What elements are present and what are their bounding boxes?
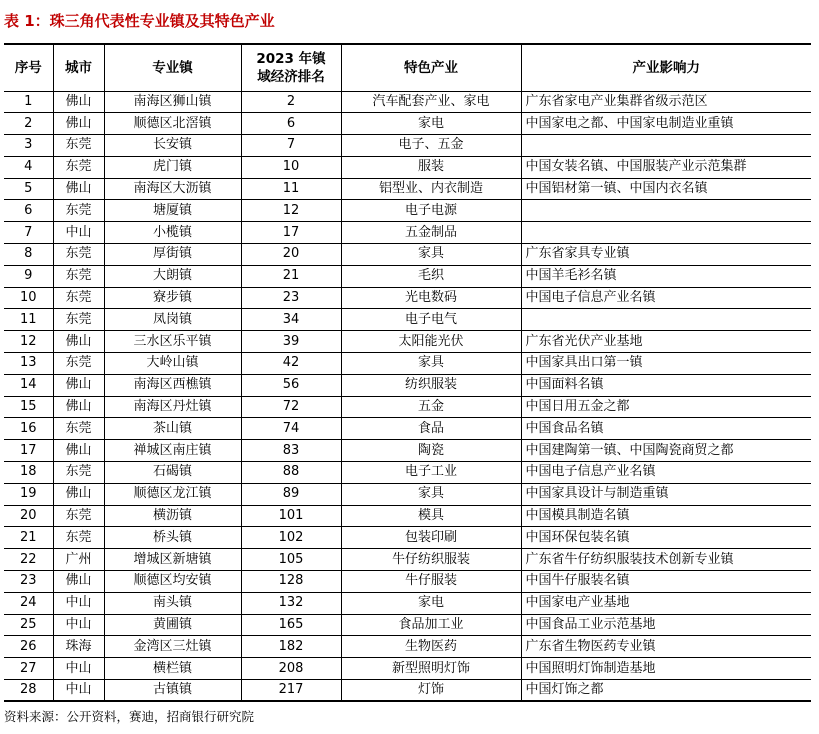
- cell-town: 南海区西樵镇: [104, 374, 241, 396]
- cell-rank: 105: [241, 549, 341, 571]
- table-header-row: [4, 44, 811, 91]
- cell-industry: 陶瓷: [341, 440, 521, 462]
- cell-index: 16: [4, 418, 53, 440]
- cell-industry: 汽车配套产业、家电: [341, 91, 521, 113]
- cell-impact: 中国食品工业示范基地: [521, 614, 811, 636]
- cell-town: 虎门镇: [104, 156, 241, 178]
- cell-industry: 电子电气: [341, 309, 521, 331]
- cell-rank: 72: [241, 396, 341, 418]
- cell-impact: 中国家具出口第一镇: [521, 353, 811, 375]
- cell-industry: 生物医药: [341, 636, 521, 658]
- cell-town: 厚街镇: [104, 244, 241, 266]
- cell-rank: 182: [241, 636, 341, 658]
- cell-town: 古镇镇: [104, 680, 241, 702]
- cell-impact: 中国建陶第一镇、中国陶瓷商贸之都: [521, 440, 811, 462]
- cell-town: 大岭山镇: [104, 353, 241, 375]
- cell-industry: 家具: [341, 244, 521, 266]
- cell-impact: 广东省光伏产业基地: [521, 331, 811, 353]
- cell-impact: 中国日用五金之都: [521, 396, 811, 418]
- cell-impact: 中国电子信息产业名镇: [521, 462, 811, 484]
- table-row: [4, 549, 811, 571]
- cell-impact: 中国铝材第一镇、中国内衣名镇: [521, 178, 811, 200]
- cell-impact: 广东省生物医药专业镇: [521, 636, 811, 658]
- table-row: [4, 527, 811, 549]
- cell-impact: [521, 200, 811, 222]
- cell-index: 6: [4, 200, 53, 222]
- cell-index: 9: [4, 265, 53, 287]
- cell-town: 增城区新塘镇: [104, 549, 241, 571]
- cell-impact: 中国照明灯饰制造基地: [521, 658, 811, 680]
- cell-impact: 广东省牛仔纺织服装技术创新专业镇: [521, 549, 811, 571]
- source-note: 资料来源：公开资料，赛迪，招商银行研究院: [4, 709, 255, 724]
- cell-index: 3: [4, 135, 53, 157]
- cell-town: 横栏镇: [104, 658, 241, 680]
- cell-town: 塘厦镇: [104, 200, 241, 222]
- cell-industry: 包装印刷: [341, 527, 521, 549]
- cell-index: 25: [4, 614, 53, 636]
- header-industry: 特色产业: [341, 44, 521, 91]
- cell-city: 佛山: [53, 178, 104, 200]
- cell-city: 东莞: [53, 244, 104, 266]
- cell-impact: 中国家具设计与制造重镇: [521, 483, 811, 505]
- cell-rank: 217: [241, 680, 341, 702]
- table-row: [4, 331, 811, 353]
- cell-index: 17: [4, 440, 53, 462]
- cell-city: 佛山: [53, 91, 104, 113]
- cell-town: 南头镇: [104, 592, 241, 614]
- cell-index: 28: [4, 680, 53, 702]
- cell-city: 广州: [53, 549, 104, 571]
- cell-index: 14: [4, 374, 53, 396]
- cell-industry: 家电: [341, 113, 521, 135]
- cell-rank: 165: [241, 614, 341, 636]
- cell-index: 5: [4, 178, 53, 200]
- cell-industry: 毛织: [341, 265, 521, 287]
- cell-city: 中山: [53, 592, 104, 614]
- cell-industry: 太阳能光伏: [341, 331, 521, 353]
- table-row: [4, 374, 811, 396]
- cell-town: 长安镇: [104, 135, 241, 157]
- cell-city: 佛山: [53, 571, 104, 593]
- cell-industry: 家具: [341, 353, 521, 375]
- cell-city: 东莞: [53, 505, 104, 527]
- table-row: [4, 178, 811, 200]
- cell-rank: 88: [241, 462, 341, 484]
- cell-index: 19: [4, 483, 53, 505]
- cell-index: 10: [4, 287, 53, 309]
- cell-index: 24: [4, 592, 53, 614]
- cell-town: 金湾区三灶镇: [104, 636, 241, 658]
- cell-index: 7: [4, 222, 53, 244]
- table-row: [4, 287, 811, 309]
- cell-industry: 五金: [341, 396, 521, 418]
- cell-industry: 食品: [341, 418, 521, 440]
- cell-impact: 广东省家具专业镇: [521, 244, 811, 266]
- cell-city: 东莞: [53, 353, 104, 375]
- table-row: [4, 265, 811, 287]
- table-row: [4, 680, 811, 702]
- cell-town: 南海区狮山镇: [104, 91, 241, 113]
- table-row: [4, 222, 811, 244]
- cell-town: 寮步镇: [104, 287, 241, 309]
- cell-town: 顺德区龙江镇: [104, 483, 241, 505]
- cell-city: 东莞: [53, 418, 104, 440]
- cell-rank: 10: [241, 156, 341, 178]
- cell-rank: 17: [241, 222, 341, 244]
- cell-impact: 广东省家电产业集群省级示范区: [521, 91, 811, 113]
- cell-town: 石碣镇: [104, 462, 241, 484]
- cell-impact: [521, 135, 811, 157]
- table-row: [4, 91, 811, 113]
- table-title: 表 1：珠三角代表性专业镇及其特色产业: [4, 12, 275, 30]
- header-town: 专业镇: [104, 44, 241, 91]
- cell-rank: 2: [241, 91, 341, 113]
- cell-impact: 中国家电产业基地: [521, 592, 811, 614]
- cell-industry: 铝型业、内衣制造: [341, 178, 521, 200]
- cell-rank: 56: [241, 374, 341, 396]
- cell-city: 中山: [53, 680, 104, 702]
- table-row: [4, 200, 811, 222]
- cell-rank: 74: [241, 418, 341, 440]
- table-row: [4, 636, 811, 658]
- cell-index: 22: [4, 549, 53, 571]
- cell-town: 横沥镇: [104, 505, 241, 527]
- cell-index: 12: [4, 331, 53, 353]
- cell-town: 三水区乐平镇: [104, 331, 241, 353]
- table-row: [4, 440, 811, 462]
- cell-impact: 中国灯饰之都: [521, 680, 811, 702]
- cell-impact: 中国食品名镇: [521, 418, 811, 440]
- cell-industry: 服装: [341, 156, 521, 178]
- cell-industry: 电子、五金: [341, 135, 521, 157]
- cell-city: 佛山: [53, 113, 104, 135]
- table-row: [4, 244, 811, 266]
- cell-city: 东莞: [53, 462, 104, 484]
- table-row: [4, 135, 811, 157]
- cell-index: 11: [4, 309, 53, 331]
- table-row: [4, 614, 811, 636]
- cell-town: 大朗镇: [104, 265, 241, 287]
- cell-town: 顺德区北滘镇: [104, 113, 241, 135]
- cell-city: 东莞: [53, 135, 104, 157]
- cell-index: 13: [4, 353, 53, 375]
- cell-impact: 中国女装名镇、中国服装产业示范集群: [521, 156, 811, 178]
- cell-city: 东莞: [53, 527, 104, 549]
- cell-index: 4: [4, 156, 53, 178]
- cell-industry: 纺织服装: [341, 374, 521, 396]
- cell-rank: 102: [241, 527, 341, 549]
- cell-town: 黄圃镇: [104, 614, 241, 636]
- cell-industry: 家具: [341, 483, 521, 505]
- cell-rank: 7: [241, 135, 341, 157]
- cell-city: 中山: [53, 614, 104, 636]
- cell-city: 佛山: [53, 440, 104, 462]
- cell-impact: 中国羊毛衫名镇: [521, 265, 811, 287]
- cell-industry: 家电: [341, 592, 521, 614]
- cell-town: 顺德区均安镇: [104, 571, 241, 593]
- cell-town: 小榄镇: [104, 222, 241, 244]
- cell-city: 佛山: [53, 331, 104, 353]
- table-row: [4, 571, 811, 593]
- header-index: 序号: [4, 44, 53, 91]
- table-row: [4, 592, 811, 614]
- cell-industry: 食品加工业: [341, 614, 521, 636]
- cell-industry: 灯饰: [341, 680, 521, 702]
- cell-city: 佛山: [53, 374, 104, 396]
- cell-index: 23: [4, 571, 53, 593]
- cell-town: 桥头镇: [104, 527, 241, 549]
- cell-town: 茶山镇: [104, 418, 241, 440]
- cell-rank: 42: [241, 353, 341, 375]
- cell-index: 8: [4, 244, 53, 266]
- cell-index: 20: [4, 505, 53, 527]
- cell-industry: 新型照明灯饰: [341, 658, 521, 680]
- cell-city: 东莞: [53, 200, 104, 222]
- cell-rank: 39: [241, 331, 341, 353]
- cell-impact: 中国面料名镇: [521, 374, 811, 396]
- cell-city: 东莞: [53, 156, 104, 178]
- cell-rank: 208: [241, 658, 341, 680]
- header-city: 城市: [53, 44, 104, 91]
- cell-index: 2: [4, 113, 53, 135]
- cell-rank: 132: [241, 592, 341, 614]
- cell-rank: 11: [241, 178, 341, 200]
- cell-impact: [521, 309, 811, 331]
- cell-town: 南海区大沥镇: [104, 178, 241, 200]
- table-row: [4, 418, 811, 440]
- header-impact: 产业影响力: [521, 44, 811, 91]
- header-rank: 2023 年镇 域经济排名: [241, 44, 341, 91]
- cell-index: 1: [4, 91, 53, 113]
- cell-index: 27: [4, 658, 53, 680]
- cell-index: 26: [4, 636, 53, 658]
- cell-town: 禅城区南庄镇: [104, 440, 241, 462]
- cell-rank: 23: [241, 287, 341, 309]
- cell-impact: 中国电子信息产业名镇: [521, 287, 811, 309]
- table-row: [4, 483, 811, 505]
- cell-rank: 128: [241, 571, 341, 593]
- cell-town: 南海区丹灶镇: [104, 396, 241, 418]
- cell-rank: 12: [241, 200, 341, 222]
- cell-industry: 牛仔纺织服装: [341, 549, 521, 571]
- cell-impact: [521, 222, 811, 244]
- table-row: [4, 309, 811, 331]
- cell-impact: 中国家电之都、中国家电制造业重镇: [521, 113, 811, 135]
- cell-city: 珠海: [53, 636, 104, 658]
- cell-city: 东莞: [53, 287, 104, 309]
- cell-city: 中山: [53, 222, 104, 244]
- cell-rank: 101: [241, 505, 341, 527]
- cell-city: 东莞: [53, 265, 104, 287]
- cell-industry: 五金制品: [341, 222, 521, 244]
- cell-city: 佛山: [53, 396, 104, 418]
- cell-industry: 牛仔服装: [341, 571, 521, 593]
- table-row: [4, 462, 811, 484]
- cell-index: 18: [4, 462, 53, 484]
- cell-rank: 6: [241, 113, 341, 135]
- table-row: [4, 113, 811, 135]
- cell-industry: 电子工业: [341, 462, 521, 484]
- cell-index: 21: [4, 527, 53, 549]
- cell-rank: 34: [241, 309, 341, 331]
- cell-rank: 20: [241, 244, 341, 266]
- specialty-town-table: [4, 43, 811, 702]
- table-row: [4, 396, 811, 418]
- table-row: [4, 505, 811, 527]
- cell-town: 凤岗镇: [104, 309, 241, 331]
- table-row: [4, 658, 811, 680]
- cell-index: 15: [4, 396, 53, 418]
- cell-impact: 中国牛仔服装名镇: [521, 571, 811, 593]
- cell-rank: 21: [241, 265, 341, 287]
- table-row: [4, 353, 811, 375]
- cell-city: 东莞: [53, 309, 104, 331]
- cell-rank: 89: [241, 483, 341, 505]
- cell-impact: 中国环保包装名镇: [521, 527, 811, 549]
- cell-impact: 中国模具制造名镇: [521, 505, 811, 527]
- cell-industry: 光电数码: [341, 287, 521, 309]
- cell-city: 佛山: [53, 483, 104, 505]
- cell-industry: 模具: [341, 505, 521, 527]
- table-row: [4, 156, 811, 178]
- cell-rank: 83: [241, 440, 341, 462]
- cell-city: 中山: [53, 658, 104, 680]
- cell-industry: 电子电源: [341, 200, 521, 222]
